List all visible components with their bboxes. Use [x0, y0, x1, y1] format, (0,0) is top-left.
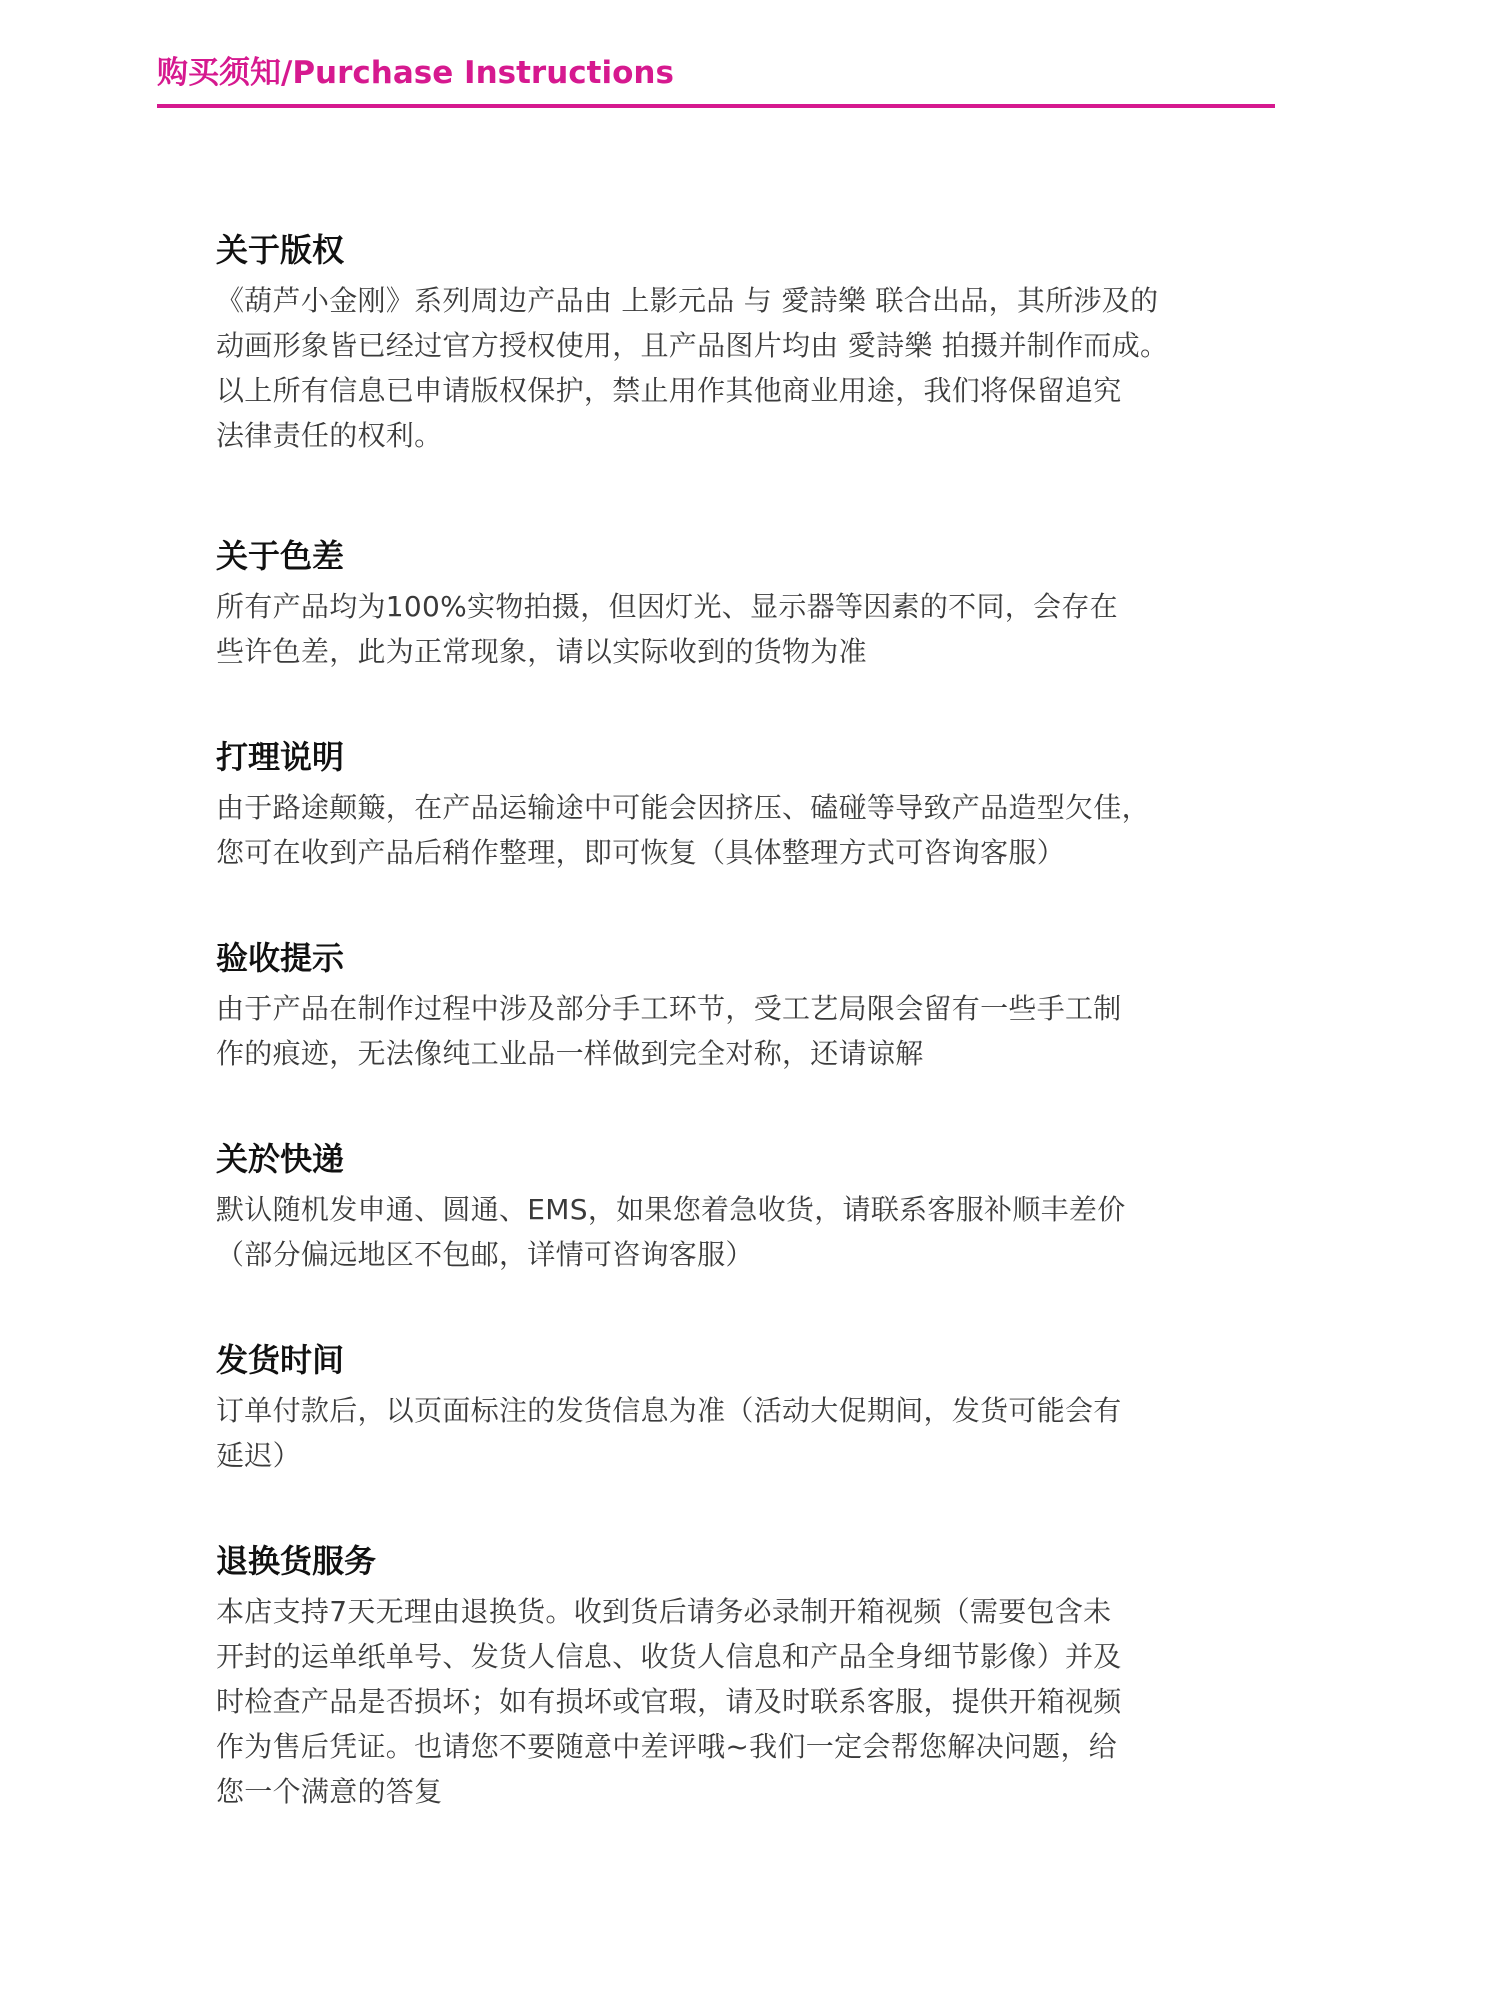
body-line: 由于产品在制作过程中涉及部分手工环节，受工艺局限会留有一些手工制 [216, 992, 1122, 1025]
section-returns [216, 1533, 1256, 1814]
body-line: 默认随机发申通、圆通、EMS，如果您着急收货，请联系客服补顺丰差价 [216, 1193, 1126, 1226]
body-line: 本店支持7天无理由退换货。收到货后请务必录制开箱视频（需要包含未 [216, 1595, 1112, 1628]
section-heading: 打理说明 [216, 738, 345, 776]
instructions-content [216, 222, 1256, 1814]
section-spacer [216, 674, 1256, 729]
section-body [216, 785, 1256, 875]
page-header [157, 48, 1275, 108]
body-line: 您一个满意的答复 [216, 1775, 443, 1808]
section-body [216, 986, 1256, 1076]
section-body [216, 584, 1256, 674]
body-line: 些许色差，此为正常现象，请以实际收到的货物为准 [216, 635, 867, 668]
body-line: 您可在收到产品后稍作整理，即可恢复（具体整理方式可咨询客服） [216, 836, 1066, 869]
body-line: 开封的运单纸单号、发货人信息、收货人信息和产品全身细节影像）并及 [216, 1640, 1122, 1673]
section-heading: 退换货服务 [216, 1542, 377, 1580]
section-body [216, 1388, 1256, 1478]
body-line: 所有产品均为100%实物拍摄，但因灯光、显示器等因素的不同，会存在 [216, 590, 1118, 623]
section-inspection-notice [216, 930, 1256, 1076]
body-line: 以上所有信息已申请版权保护，禁止用作其他商业用途，我们将保留追究 [216, 374, 1122, 407]
section-body [216, 1589, 1256, 1814]
body-line: 《葫芦小金刚》系列周边产品由 上影元品 与 愛詩樂 联合出品，其所涉及的 [216, 284, 1159, 317]
page-title: 购买须知/Purchase Instructions [157, 55, 674, 91]
body-line: 时检查产品是否损坏；如有损坏或官瑕，请及时联系客服，提供开箱视频 [216, 1685, 1122, 1718]
section-spacer [216, 1277, 1256, 1332]
section-heading: 关于版权 [216, 231, 345, 269]
body-line: 作的痕迹，无法像纯工业品一样做到完全对称，还请谅解 [216, 1037, 924, 1070]
body-line: 作为售后凭证。也请您不要随意中差评哦~我们一定会帮您解决问题，给 [216, 1730, 1118, 1763]
section-care-instructions [216, 729, 1256, 875]
body-line: 订单付款后，以页面标注的发货信息为准（活动大促期间，发货可能会有 [216, 1394, 1122, 1427]
section-shipping [216, 1131, 1256, 1277]
section-heading: 验收提示 [216, 939, 345, 977]
body-line: 由于路途颠簸，在产品运输途中可能会因挤压、磕碰等导致产品造型欠佳， [216, 791, 1150, 824]
section-spacer [216, 875, 1256, 930]
section-body [216, 1187, 1256, 1277]
section-copyright [216, 222, 1256, 458]
body-line: （部分偏远地区不包邮，详情可咨询客服） [216, 1238, 754, 1271]
body-line: 动画形象皆已经过官方授权使用，且产品图片均由 愛詩樂 拍摄并制作而成。 [216, 329, 1169, 362]
header-divider [157, 104, 1275, 108]
section-heading: 关於快递 [216, 1140, 345, 1178]
section-spacer [216, 458, 1256, 528]
section-heading: 关于色差 [216, 537, 345, 575]
section-heading: 发货时间 [216, 1341, 345, 1379]
body-line: 延迟） [216, 1439, 301, 1472]
section-delivery-time [216, 1332, 1256, 1478]
section-spacer [216, 1478, 1256, 1533]
body-line: 法律责任的权利。 [216, 419, 443, 452]
section-spacer [216, 1076, 1256, 1131]
section-body [216, 278, 1256, 458]
section-color-difference [216, 528, 1256, 674]
